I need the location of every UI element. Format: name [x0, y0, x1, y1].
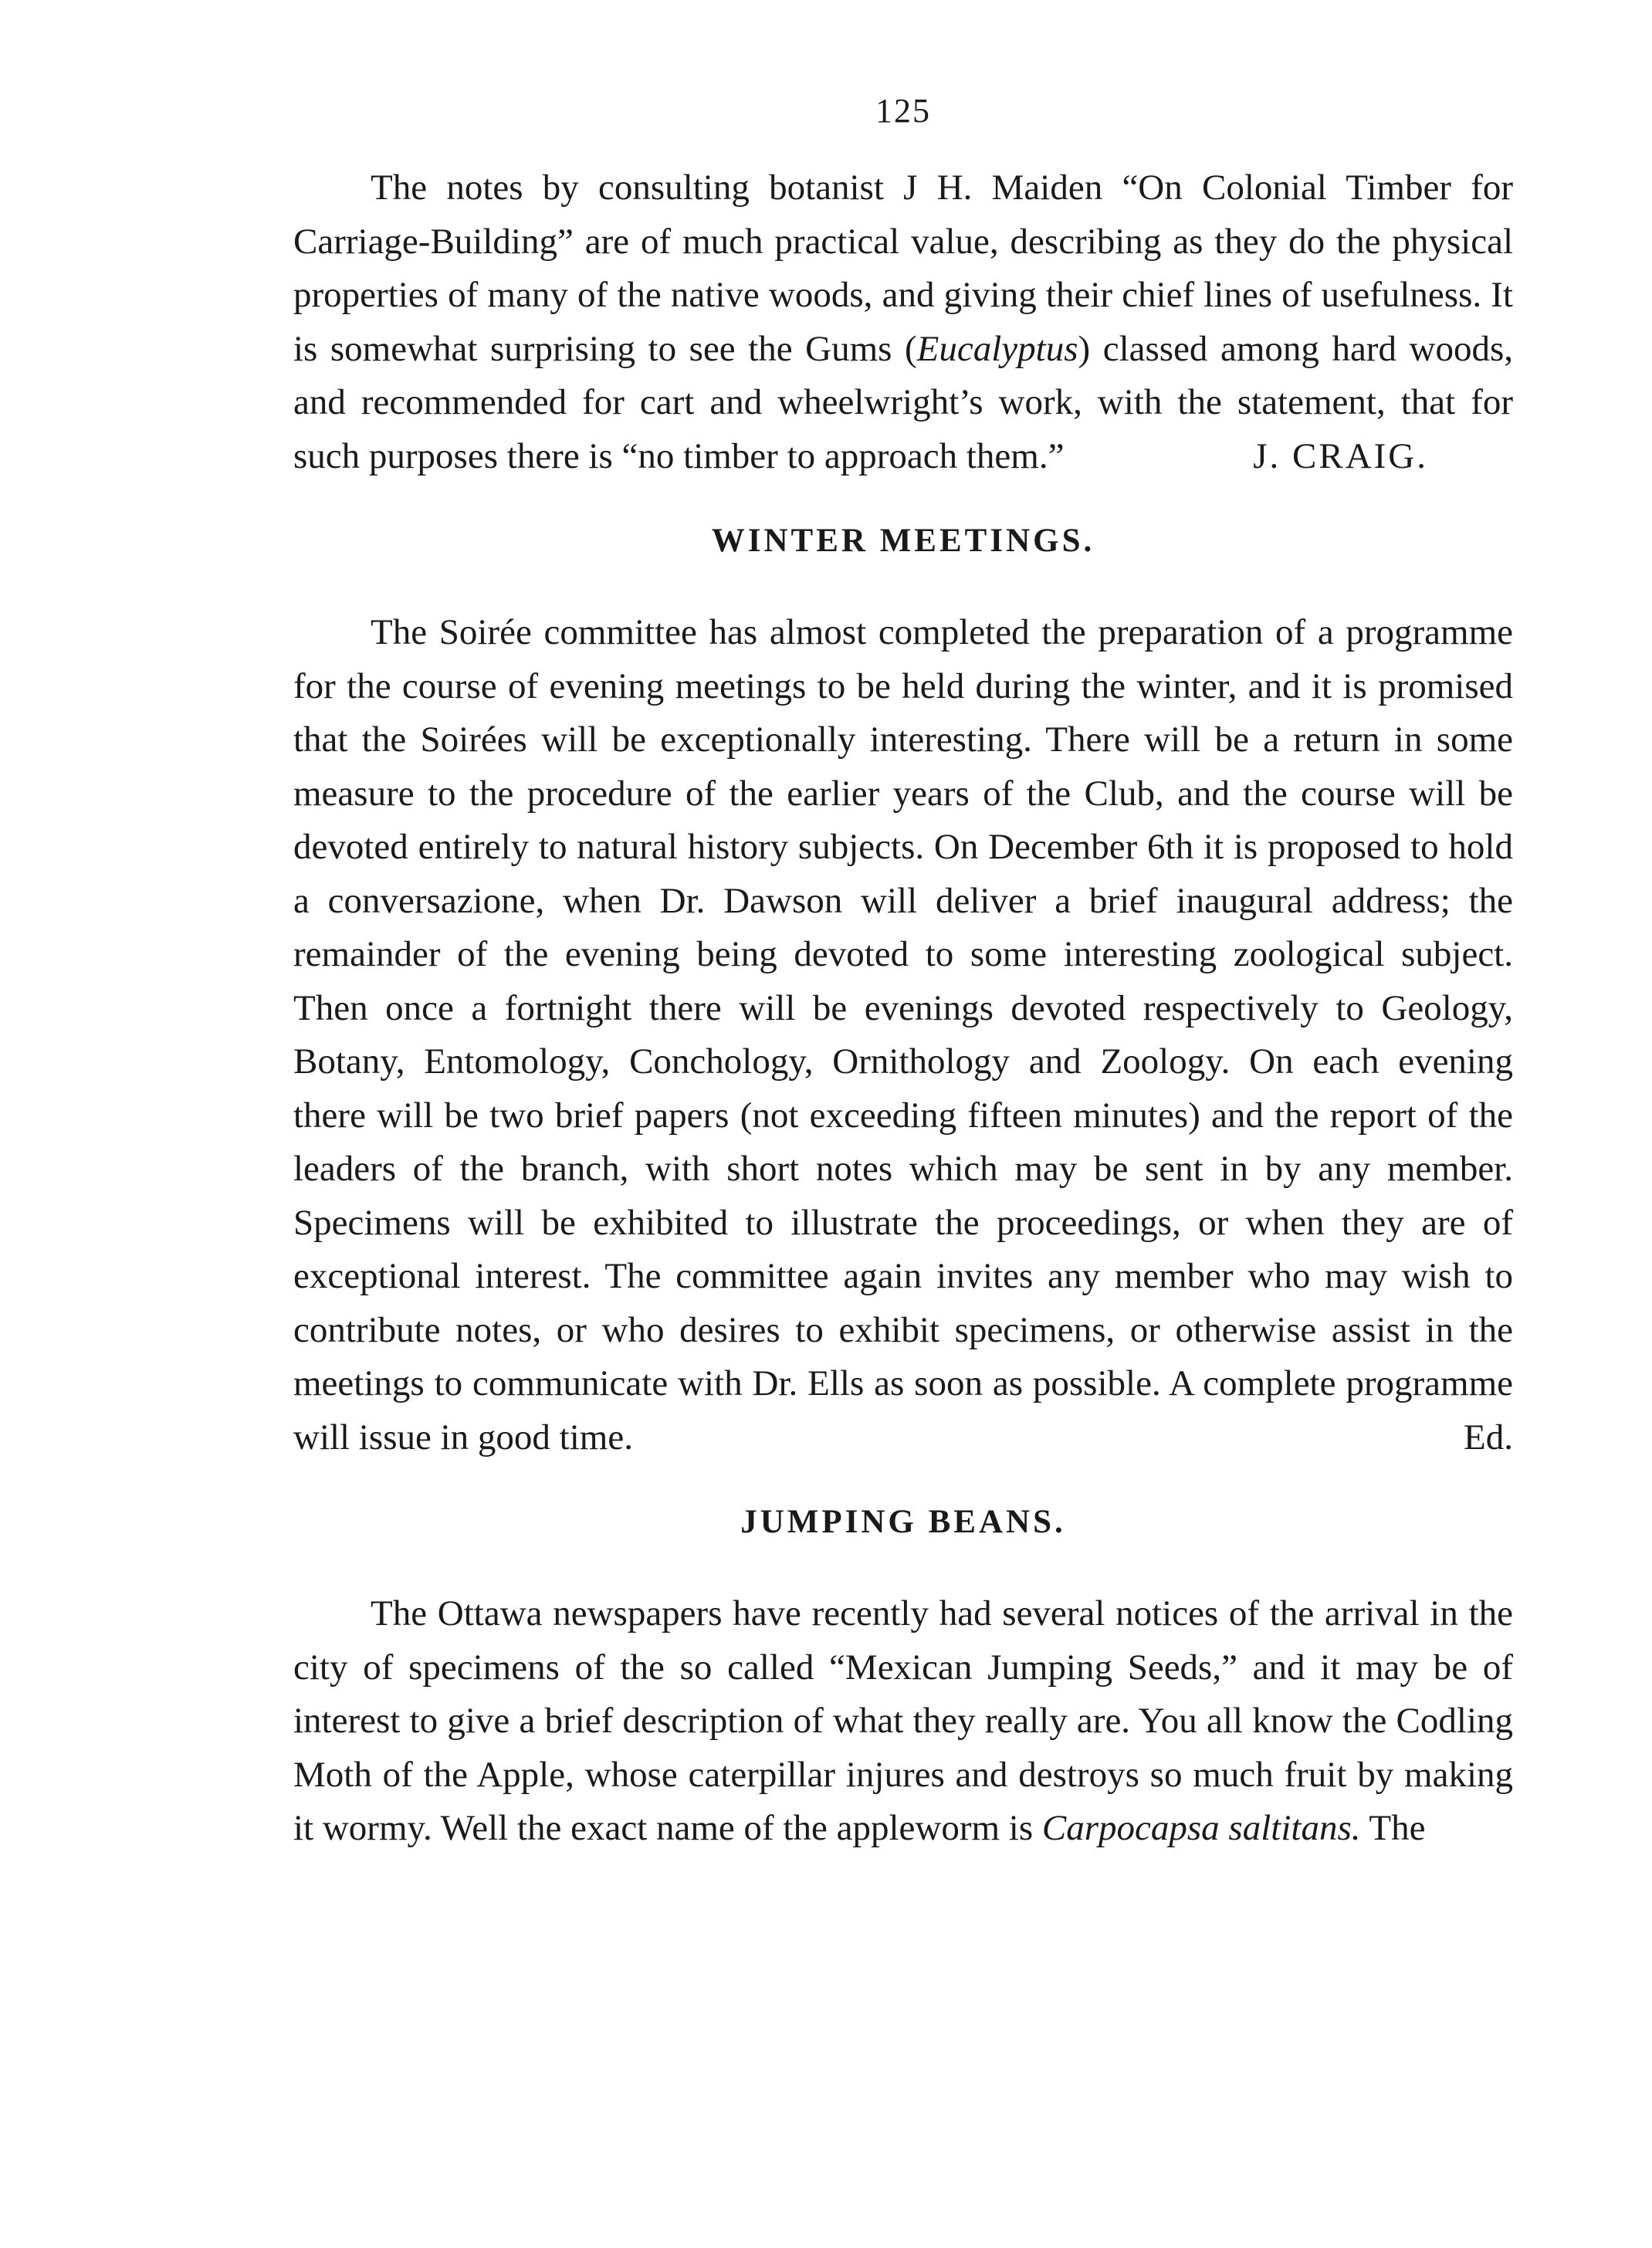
jumping-beans-text-start: The Ottawa newspapers have recently had several notices of the arrival in the city of specimens of the so called “Mexican Jumping Seeds,” and it may be of interest to give a brief description of what they really are. You all know the Codling Moth of the Apple, whose caterpillar injures and destroys so much fruit by making it wormy. Well the exact name of the appleworm is — [293, 1593, 1513, 1848]
jumping-beans-heading: JUMPING BEANS. — [740, 1504, 1066, 1540]
jumping-beans-paragraph — [293, 1587, 1513, 1856]
craig-note-text-end: ) classed among hard woods, and recommended for cart and wheelwright’s work, with the statement, that for such purposes there is “no timber to approach them.” — [293, 328, 1513, 476]
craig-note-paragraph — [293, 161, 1513, 483]
signature-j-craig: J. CRAIG. — [1253, 435, 1428, 476]
winter-meetings-heading: WINTER MEETINGS. — [711, 523, 1095, 559]
winter-meetings-paragraph — [293, 606, 1513, 1464]
craig-note-text-start: The notes by consulting botanist J H. Maiden “On Colonial Timber for Carriage-Building” are of much practical value, describing as they do the physical properties of many of the native woods, and giving their chief lines of usefulness. It is somewhat surprising to see the Gums ( — [293, 168, 1513, 369]
eucalyptus-italic: Eucalyptus — [916, 328, 1078, 369]
page-number: 125 — [875, 92, 931, 130]
winter-meetings-text: The Soirée committee has almost completed the preparation of a programme for the course of evening meetings to be held during the winter, and it is promised that the Soirées will be exceptionally interesting. There will be a return in some measure to the procedure of the earlier years of the Club, and the course will be devoted entirely to natural history subjects. On December 6th it is proposed to hold a conversazione, when Dr. Dawson will deliver a brief inaugural address; the remainder of the evening being devoted to some interesting zoological subject. Then once a fortnight there will be evenings devoted respectively to Geology, Botany, Entomology, Conchology, Ornithology and Zoology. On each evening there will be two brief papers (not exceeding fifteen minutes) and the report of the leaders of the branch, with short notes which may be sent in by any member. Specimens will be exhibited to illustrate the proceedings, or when they are of exceptional interest. The committee again invites any member who may wish to contribute notes, or who desires to exhibit specimens, or otherwise assist in the meetings to communicate with Dr. Ells as soon as possible. A complete programme will issue in good time. — [293, 612, 1513, 1457]
carpocapsa-italic: Carpocapsa saltitans. — [1041, 1808, 1361, 1848]
document-page — [293, 91, 1513, 1856]
jumping-beans-text-end: The — [1360, 1808, 1426, 1848]
editor-mark: Ed. — [1464, 1417, 1513, 1457]
